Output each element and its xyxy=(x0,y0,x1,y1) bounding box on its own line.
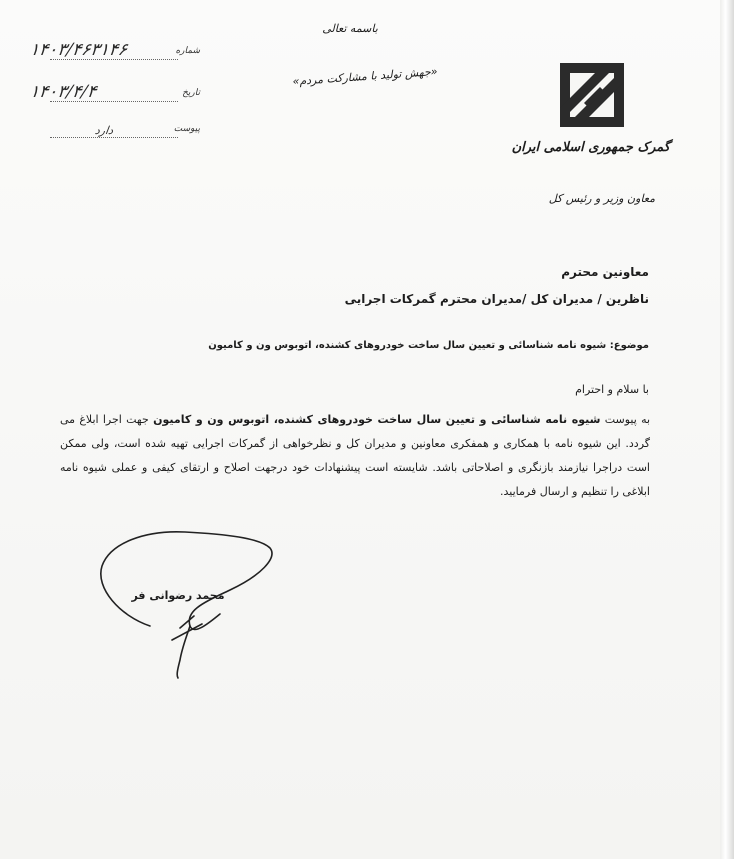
addressee-line-1: معاونین محترم xyxy=(561,265,649,279)
subject-line xyxy=(208,340,649,351)
letter-attachment-label: پیوست xyxy=(173,124,200,134)
meta-date xyxy=(30,82,200,108)
letter-attachment-value: دارد xyxy=(94,124,115,137)
body-intro: به پیوست xyxy=(604,413,651,426)
organization-name: گمرک جمهوری اسلامی ایران xyxy=(511,140,670,155)
greeting-text: با سلام و احترام xyxy=(575,383,649,396)
body-rest: جهت اجرا ابلاغ می گردد. این شیوه نامه با همکاری و همفکری معاونین و مدیران کل و نظرخواهی از گمرکات اجرایی تهیه شده است، ولی ممکن است دراجرا نیازمند بازنگری و اصلاحاتی باشد. شایسته است پیشنهادات خود درجهت اصلاح و ارتقای کیفی و عملی شیوه نامه ابلاغی را تنظیم و ارسال فرمایید. xyxy=(60,413,650,498)
letter-number-value: ۱۴۰۳/۴۶۳۱۴۶ xyxy=(28,40,129,60)
bismillah-text: باسمه تعالی xyxy=(322,22,378,35)
subject-text: شیوه نامه شناسائی و تعیین سال ساخت خودروهای کشنده، اتوبوس ون و کامیون xyxy=(208,340,607,351)
letter-number-label: شماره xyxy=(175,46,200,56)
body-emphasis: شیوه نامه شناسائی و تعیین سال ساخت خودروهای کشنده، اتوبوس ون و کامیون xyxy=(153,413,601,426)
slogan-text: «جهش تولید با مشارکت مردم» xyxy=(292,64,438,89)
letter-date-value: ۱۴۰۳/۴/۴ xyxy=(28,82,98,102)
meta-rule xyxy=(50,137,178,138)
organization-subtitle: معاون وزیر و رئیس کل xyxy=(548,192,655,205)
letter-date-label: تاریخ xyxy=(182,88,200,98)
meta-number xyxy=(30,40,200,66)
subject-label: موضوع: xyxy=(609,340,649,351)
customs-logo-icon xyxy=(557,60,627,130)
letter-body xyxy=(60,408,650,504)
addressee-line-2: ناظرین / مدیران کل /مدیران محترم گمرکات اجرایی xyxy=(344,292,649,306)
page-edge xyxy=(720,0,734,859)
signer-name: محمد رضوانی فر xyxy=(131,589,225,602)
meta-attachment xyxy=(30,118,200,144)
